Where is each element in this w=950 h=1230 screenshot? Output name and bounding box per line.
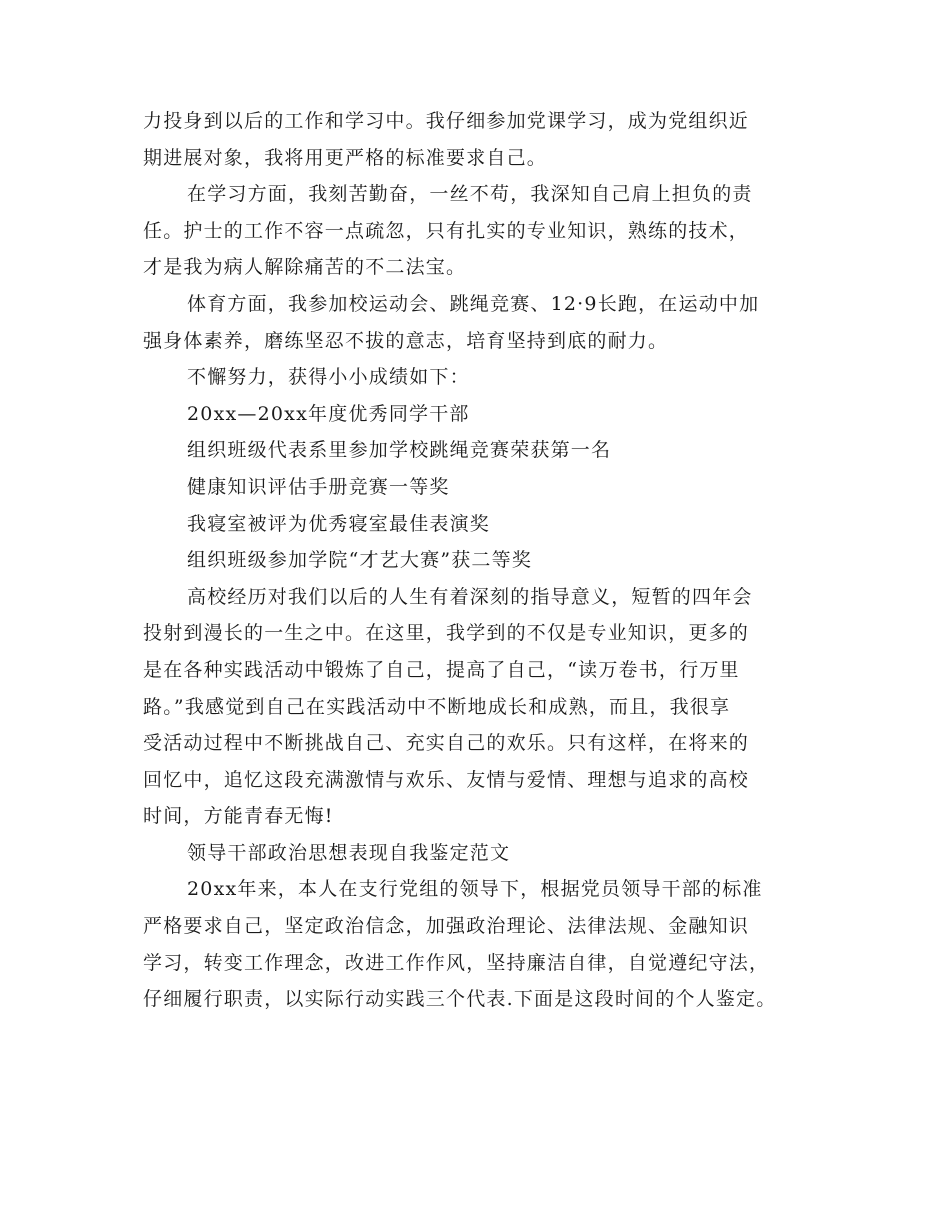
- achievement-item: 健康知识评估手册竞赛一等奖: [187, 475, 450, 498]
- text-line: 在学习方面，我刻苦勤奋，一丝不苟，我深知自己肩上担负的责: [187, 183, 753, 206]
- text-line: 20xx年来，本人在支行党组的领导下，根据党员领导干部的标准: [187, 878, 763, 901]
- achievement-item: 组织班级代表系里参加学校跳绳竞赛荣获第一名: [187, 439, 612, 462]
- text-line: 高校经历对我们以后的人生有着深刻的指导意义，短暂的四年会: [187, 585, 753, 608]
- text-line: 强身体素养，磨练坚忍不拔的意志，培育坚持到底的耐力。: [143, 329, 669, 352]
- text-line: 严格要求自己，坚定政治信念，加强政治理论、法律法规、金融知识: [143, 915, 750, 938]
- text-line: 仔细履行职责，以实际行动实践三个代表.下面是这段时间的个人鉴定。: [143, 988, 777, 1011]
- text-line: 不懈努力，获得小小成绩如下：: [187, 366, 470, 389]
- text-line: 路。”我感觉到自己在实践活动中不断地成长和成熟，而且，我很享: [143, 695, 731, 718]
- achievement-item: 组织班级参加学院“才艺大赛”获二等奖: [187, 549, 533, 572]
- text-line: 体育方面，我参加校运动会、跳绳竞赛、12·9长跑，在运动中加: [187, 292, 760, 315]
- achievement-item: 我寝室被评为优秀寝室最佳表演奖: [187, 512, 491, 535]
- text-line: 任。护士的工作不容一点疏忽，只有扎实的专业知识，熟练的技术，: [143, 219, 750, 242]
- achievement-item: 20xx—20xx年度优秀同学干部: [187, 402, 470, 425]
- document-body: [143, 103, 833, 1018]
- text-line: 期进展对象，我将用更严格的标准要求自己。: [143, 146, 548, 169]
- text-line: 受活动过程中不断挑战自己、充实自己的欢乐。只有这样，在将来的: [143, 732, 750, 755]
- text-line: 力投身到以后的工作和学习中。我仔细参加党课学习，成为党组织近: [143, 110, 750, 132]
- text-line: 学习，转变工作理念，改进工作作风，坚持廉洁自律，自觉遵纪守法，: [143, 951, 770, 974]
- text-line: 回忆中，追忆这段充满激情与欢乐、友情与爱情、理想与追求的高校: [143, 768, 750, 791]
- text-line: 投射到漫长的一生之中。在这里，我学到的不仅是专业知识，更多的: [143, 622, 750, 645]
- text-line: 时间，方能青春无悔!: [143, 805, 334, 828]
- text-line: 是在各种实践活动中锻炼了自己，提高了自己，“读万卷书，行万里: [143, 658, 740, 681]
- text-line: 才是我为病人解除痛苦的不二法宝。: [143, 256, 467, 279]
- section-heading: 领导干部政治思想表现自我鉴定范文: [187, 841, 511, 864]
